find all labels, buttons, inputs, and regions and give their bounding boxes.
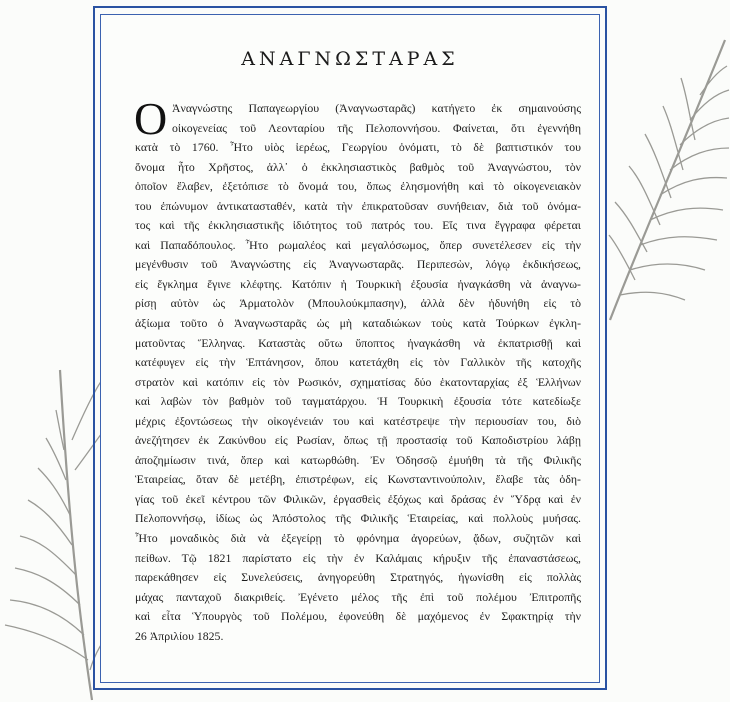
text-line: τος καὶ τῆς ἐκκλησιαστικῆς ἰδιότητος τοῦ πατρός του. Εἴς τινα ἔγγραφα φέρεται: [135, 218, 581, 233]
text-line: κατέφυγεν εἰς τὴν Ἑπτάνησον, ὅπου κατετάχθη εἰς τὸν Γαλλικὸν τῆς κατοχῆς: [135, 355, 581, 370]
text-line: 26 Ἀπριλίου 1825.: [135, 628, 224, 643]
text-line: του ἐπώνυμον ἀντικατασταθέν, κατὰ τὴν ἐπικρατοῦσαν συνήθειαν, διὰ τοῦ ὀνόμα-: [135, 198, 581, 213]
text-line: Ἑταιρείας, ὅταν δὲ μετέβη, ἐπιστρέφων, εἰς Κωνσταντινούπολιν, ἔλαβε τὰς ὁδη-: [135, 472, 581, 487]
text-line: καὶ λαβὼν τὸν βαθμὸν τοῦ ταγματάρχου. Ἡ Τουρκικὴ ἐξουσία τότε κατεδίωξε: [135, 394, 581, 409]
text-line: ματοῦντας Ἕλληνας. Καταστὰς οὕτω ὕποπτος ἠναγκάσθη νὰ ἐκπατρισθῇ καὶ: [135, 335, 581, 350]
palm-frond-right-illustration: [605, 30, 730, 330]
text-line: μεγένθυσιν τοῦ Ἀναγνώστης εἰς Ἀναγνωσταρᾶς. Περιπεσὼν, λόγῳ ἐκδικήσεως,: [135, 257, 581, 272]
text-line: παρεκάθησεν εἰς Συνελεύσεις, ἀνηγορεύθη Στρατηγός, ἠγωνίσθη εἰς πολλὰς: [135, 570, 581, 585]
text-line: ἀνεζήτησεν ἐκ Ζακύνθου εἰς Ρωσίαν, ὅπως τῇ προστασίᾳ τοῦ Καποδιστρίου λάβῃ: [135, 433, 581, 448]
text-line: μέχρις ἐξοντώσεως τὴν οἰκογένειάν του καὶ κατέστρεψε τὴν περιουσίαν του, διὸ: [135, 413, 581, 428]
text-line: οἰκογενείας τοῦ Λεονταρίου τῆς Πελοποννήσου. Φαίνεται, ὅτι ἐγεννήθη: [172, 120, 581, 135]
page-title: ΑΝΑΓΝΩΣΤΑΡΑΣ: [241, 48, 459, 70]
text-line: στρατὸν καὶ κατόπιν εἰς τὸν Ρωσικόν, σχηματίσας δύο ἑκατονταρχίας ἐξ Ἑλλήνων: [135, 374, 581, 389]
text-line: καὶ Παπαδόπουλος. Ἦτο ρωμαλέος καὶ μεγαλόσωμος, ὅπερ συνετέλεσεν εἰς τὴν: [135, 237, 581, 252]
text-line: μάχας πανταχοῦ διακριθείς. Ἐγένετο μέλος τῆς ἐπὶ τοῦ πολέμου Ἐπιτροπῆς: [135, 589, 581, 604]
text-line: ὁποῖον ἔλαβεν, ἐξετόπισε τὸ ὄνομά του, ὅπως ἐλησμονήθη καὶ τὸ οἰκογενειακὸν: [135, 179, 581, 194]
text-line: ἀξίωμα τοῦτο ὁ Ἀναγνωσταρᾶς ὡς μὴ καταδιώκων τοὺς κατὰ Τούρκων ἐγκλη-: [135, 316, 581, 331]
text-line: ὄνομα ἦτο Χρῆστος, ἀλλ᾿ ὁ ἐκκλησιαστικὸς βαθμὸς τοῦ Ἀναγνώστου, τὸν: [135, 159, 581, 174]
text-line: εἰς ἔγκλημα ἔγινε κλέφτης. Κατόπιν ἡ Τουρκικὴ ἐξουσία ἠναγκάσθη νὰ ἀναγνω-: [135, 276, 581, 291]
text-line: κατὰ τὸ 1760. Ἦτο υἱὸς ἱερέως, Γεωργίου ὀνόματι, τὸ δὲ βαπτιστικόν του: [135, 140, 581, 155]
text-line: καὶ εἶτα Ὑπουργὸς τοῦ Πολέμου, ἐφονεύθη δὲ μαχόμενος ἐν Σφακτηρίᾳ τὴν: [135, 609, 581, 624]
text-line: γίας τοῦ ἐκεῖ κέντρου τῶν Φιλικῶν, ἐργασθεὶς ἐξόχως καὶ δράσας ἐν Ὕδρᾳ καὶ ἐν: [135, 491, 581, 506]
biography-text: [134, 93, 581, 646]
text-line: πείθων. Τῷ 1821 παρίστατο εἰς τὴν ἐν Καλάμαις κήρυξιν τῆς ἐπαναστάσεως,: [135, 550, 581, 565]
text-line: Πελοποννήσῳ, ἰδίως ὡς Ἀπόστολος τῆς Φιλικῆς Ἑταιρείας, καὶ πολλοὺς μυήσας.: [135, 511, 581, 526]
text-line: ἀποζημίωσιν τινά, ὅπερ καὶ κατωρθώθη. Ἐν Ὀδησσῷ ἐμυήθη τὰ τῆς Φιλικῆς: [135, 452, 581, 467]
drop-cap: Ο: [134, 93, 168, 144]
text-line: Ἀναγνώστης Παπαγεωργίου (Ἀναγνωσταρᾶς) κατήγετο ἐκ σημαινούσης: [172, 101, 581, 115]
text-line: Ἦτο μοναδικὸς διὰ νὰ ἐξεγείρῃ τὸ φρόνημα ἀγορεύων, ᾄδων, συζητῶν καὶ: [135, 531, 581, 546]
text-line: ρίσῃ αὐτὸν ὡς Ἁρματολὸν (Μπουλούκμπασην), ἀλλὰ δὲν ἠδυνήθη εἰς τὸ: [135, 296, 581, 311]
